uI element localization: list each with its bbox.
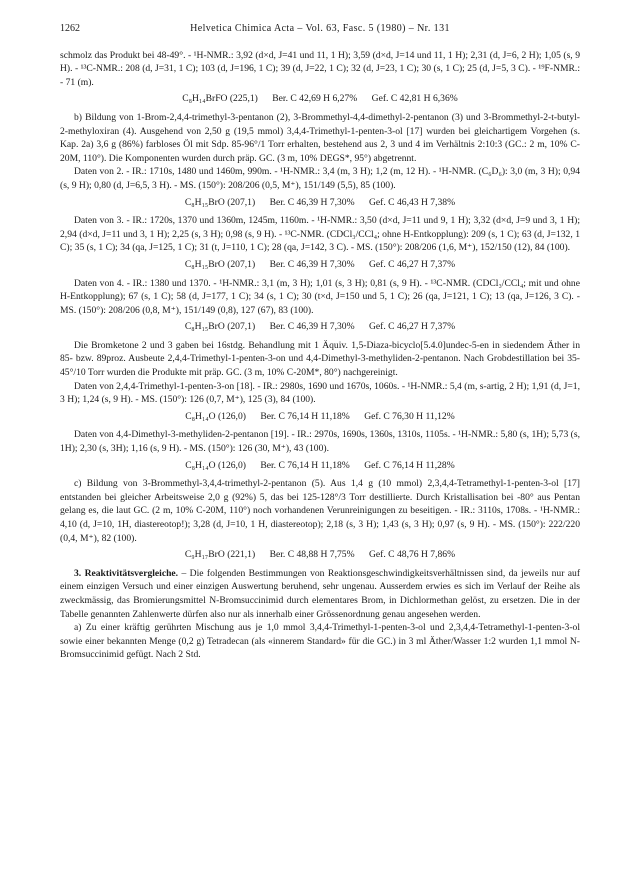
elemental-analysis-5: [60, 410, 580, 424]
elemental-analysis-1: [60, 92, 580, 106]
found: Gef. C 46,27 H 7,37%: [369, 321, 456, 333]
formula: C₈H₁₄BrFO (225,1): [182, 93, 258, 105]
calc: Ber. C 48,88 H 7,75%: [269, 549, 355, 561]
found: Gef. C 46,43 H 7,38%: [369, 196, 456, 208]
paragraph-b: b) Bildung von 1-Brom-2,4,4-trimethyl-3-pentanon (2), 3-Brommethyl-4,4-dimethyl-2-pentanon (3) und 3-Brommethyl-2-t-butyl-2-methyloxiran (4). Ausgehend von 2,50 g (19,5 mmol) 3,4,4-Trimethyl-1-penten-3-ol [17] wurden bei gleichartigem Vorgehen (s. Kap. 2a) 3,6 g (86%) farbloses Öl mit Sdp. 85-96°/1 Torr erhalten, bestehend aus 2, 3 und 4 im Verhältnis 2:10:3 (GC.: 2 m, 10% C-20M, 110°). Die Komponenten wurden durch präp. GC. (3 m, 10% DEGS*, 95°) abgetrennt.: [60, 111, 580, 164]
formula: C₈H₁₄O (126,0): [185, 410, 246, 422]
section-text: Die folgenden Bestimmungen von Reaktionsgeschwindigkeitsverhältnissen sind, da jeweils nur auf einem einzigen Versuch und einer einzigen Auswertung beruhend, sehr ungenau. Ausserdem erwies es sich im Verlauf der Reihe als zweckmässig, das Bromierungsmittel N-Bromsuccinimid durch elementares Brom, in Dichlormethan gelöst, zu ersetzen. Die in der Tabelle genannten Zahlenwerte dürfen also nur als innerhalb einer Grössenordnung genau angesehen werden.: [60, 567, 581, 620]
formula: C₈H₁₅BrO (207,1): [184, 196, 256, 208]
calc: Ber. C 76,14 H 11,18%: [260, 459, 350, 471]
calc: Ber. C 42,69 H 6,27%: [272, 93, 358, 105]
formula: C₈H₁₅BrO (207,1): [184, 258, 256, 270]
found: Gef. C 42,81 H 6,36%: [371, 93, 458, 105]
formula: C₈H₁₄O (126,0): [185, 459, 246, 471]
journal-title: Helvetica Chimica Acta – Vol. 63, Fasc. 5 (1980) – Nr. 131: [190, 23, 450, 34]
paragraph-data-2: Daten von 2. - IR.: 1710s, 1480 und 1460m, 990m. - ¹H-NMR.: 3,4 (m, 3 H); 1,2 (m, 12 H). - ¹H-NMR. (C₆D₆): 3,0 (m, 3 H); 0,94 (s, 9 H); 0,80 (d, J=6,5, 3 H). - MS. (150°): 208/206 (0,5, M⁺), 151/149 (5,5), 85 (100).: [60, 166, 580, 191]
paragraph-data-dimethylmethylidenepentanone: Daten von 4,4-Dimethyl-3-methyliden-2-pentanon [19]. - IR.: 2970s, 1690s, 1360s, 1310s, 1105s. - ¹H-NMR.: 5,80 (s, 1H); 5,73 (s, 1H); 2,30 (s, 3H); 1,16 (s, 9 H). - MS. (150°): 126 (30, M⁺), 43 (100).: [60, 429, 580, 455]
running-header: [60, 22, 580, 36]
elemental-analysis-4: [60, 320, 580, 334]
elemental-analysis-6: [60, 459, 580, 473]
paragraph-a: a) Zu einer kräftig gerührten Mischung aus je 1,0 mmol 3,4,4-Trimethyl-1-penten-3-ol und 2,3,4,4-Tetramethyl-1-penten-3-ol sowie einer bekannten Menge (0,2 g) Tetradecan (als «innerem Standard» für die GC.) in 3 ml Äther/Wasser 1:2 wurden 1,1 mmol N-Bromsuccinimid gefügt. Nach 2 Std.: [60, 622, 580, 661]
paragraph-c: c) Bildung von 3-Brommethyl-3,4,4-trimethyl-2-pentanon (5). Aus 1,4 g (10 mmol) 2,3,4,4-Tetramethyl-1-penten-3-ol [17] entstanden bei gleicher Arbeitsweise 2,0 g (92%) 5, das bei 125-128°/3 Torr destillierte. Durch Kristallisation bei -80° aus Pentan gelang es, die laut GC. (2 m, 10% C-20M, 110°) noch vorhandenen Verunreinigungen zu beseitigen. - IR.: 3110s, 1708s. - ¹H-NMR.: 4,10 (d, J=10, 1H, diastereotop!); 3,28 (d, J=10, 1 H, diastereotop); 2,18 (s, 3 H); 1,43 (s, 3 H); 0,97 (s, 9 H). - MS. (150°): 222/220 (0,4, M⁺), 82 (100).: [60, 478, 580, 544]
calc: Ber. C 76,14 H 11,18%: [260, 410, 350, 422]
page-number: 1262: [60, 23, 80, 34]
elemental-analysis-2: [60, 196, 580, 210]
paragraph-data-3: Daten von 3. - IR.: 1720s, 1370 und 1360m, 1245m, 1160m. - ¹H-NMR.: 3,50 (d×d, J=11 und 9, 1 H); 3,32 (d×d, J=9 und 3, 1 H); 2,94 (d×d, J=11 und 3, 1 H); 2,25 (s, 3 H); 0,98 (s, 9 H). - ¹³C-NMR. (CDCl₃/CCl₄; ohne H-Entkopplung): 209 (s, 1 C); 63 (d, J=132, 1 C); 35 (s, 1 C); 34 (qa, J=125, 1 C); 31 (t, J=110, 1 C); 28 (qa, J=142, 3 C). - MS. (150°): 208/206 (1,6, M⁺), 152/150 (12), 84 (100).: [60, 215, 580, 254]
paragraph-data-4: Daten von 4. - IR.: 1380 und 1370. - ¹H-NMR.: 3,1 (m, 3 H); 1,01 (s, 3 H); 0,81 (s, 9 H). - ¹³C-NMR. (CDCl₃/CCl₄; mit und ohne H-Entkopplung); 67 (s, 1 C); 58 (d, J=177, 1 C); 34 (s, 1 C); 30 (t×d, J=150 und 5, 1 C); 26 (qa, J=121, 1 C); 13 (qa, J=126, 3 C). - MS. (150°): 208/206 (0,8, M⁺), 151/149 (0,8), 127 (67), 83 (100).: [60, 277, 580, 316]
paragraph-bromoketones: Die Bromketone 2 und 3 gaben bei 16stdg. Behandlung mit 1 Äquiv. 1,5-Diaza-bicyclo[5.4.0]undec-5-en in siedendem Äther in 85- bzw. 89proz. Ausbeute 2,4,4-Trimethyl-1-penten-3-on und 4,4-Dimethyl-3-methyliden-2-pentanon. Nach Grobdestillation bei 35-45°/10 Torr wurden die Produkte mit präp. GC. (3 m, 10% C-20M*, 80°) nachgereinigt.: [60, 339, 580, 379]
found: Gef. C 48,76 H 7,86%: [369, 549, 456, 561]
found: Gef. C 46,27 H 7,37%: [369, 258, 456, 270]
elemental-analysis-7: [60, 548, 580, 562]
paragraph-data-trimethylpentenone: Daten von 2,4,4-Trimethyl-1-penten-3-on [18]. - IR.: 2980s, 1690 und 1670s, 1060s. - ¹H-NMR.: 5,4 (m, s-artig, 2 H); 1,91 (d, J=1, 3 H); 1,24 (s, 9 H). - MS. (150°): 126 (0,7, M⁺), 125 (3), 84 (100).: [60, 380, 580, 406]
paragraph-continuation: schmolz das Produkt bei 48-49°. - ¹H-NMR.: 3,92 (d×d, J=41 und 11, 1 H); 3,59 (d×d, J=14 und 11, 1 H); 2,31 (d, J=6, 2 H); 1,05 (s, 9 H). - ¹³C-NMR.: 208 (d, J=31, 1 C); 103 (d, J=196, 1 C); 39 (d, J=22, 1 C); 32 (d, J=23, 1 C); 30 (s, 1 C); 25 (d, J=5, 3 C). - ¹⁹F-NMR.: - 71 (m).: [60, 49, 580, 88]
calc: Ber. C 46,39 H 7,30%: [269, 321, 355, 333]
section-title: 3. Reaktivitätsvergleiche.: [74, 567, 179, 579]
formula: C₈H₁₅BrO (207,1): [184, 321, 256, 333]
calc: Ber. C 46,39 H 7,30%: [269, 196, 355, 208]
section-reactivity: 3. Reaktivitätsvergleiche. – Die folgenden Bestimmungen von Reaktionsgeschwindigkeitsverhältnissen sind, da jeweils nur auf einem einzigen Versuch und einer einzigen Auswertung beruhend, sehr ungenau. Ausserdem erwies es sich im Verlauf der Reihe als zweckmässig, das Bromierungsmittel N-Bromsuccinimid durch elementares Brom, in Dichlormethan gelöst, zu ersetzen. Die in der Tabelle genannten Zahlenwerte dürfen also nur als innerhalb einer Grössenordnung genau angesehen werden.: [60, 567, 581, 620]
found: Gef. C 76,14 H 11,28%: [364, 459, 455, 471]
formula: C₉H₁₇BrO (221,1): [184, 549, 256, 561]
calc: Ber. C 46,39 H 7,30%: [269, 258, 355, 270]
found: Gef. C 76,30 H 11,12%: [364, 410, 455, 422]
elemental-analysis-3: [60, 258, 580, 272]
